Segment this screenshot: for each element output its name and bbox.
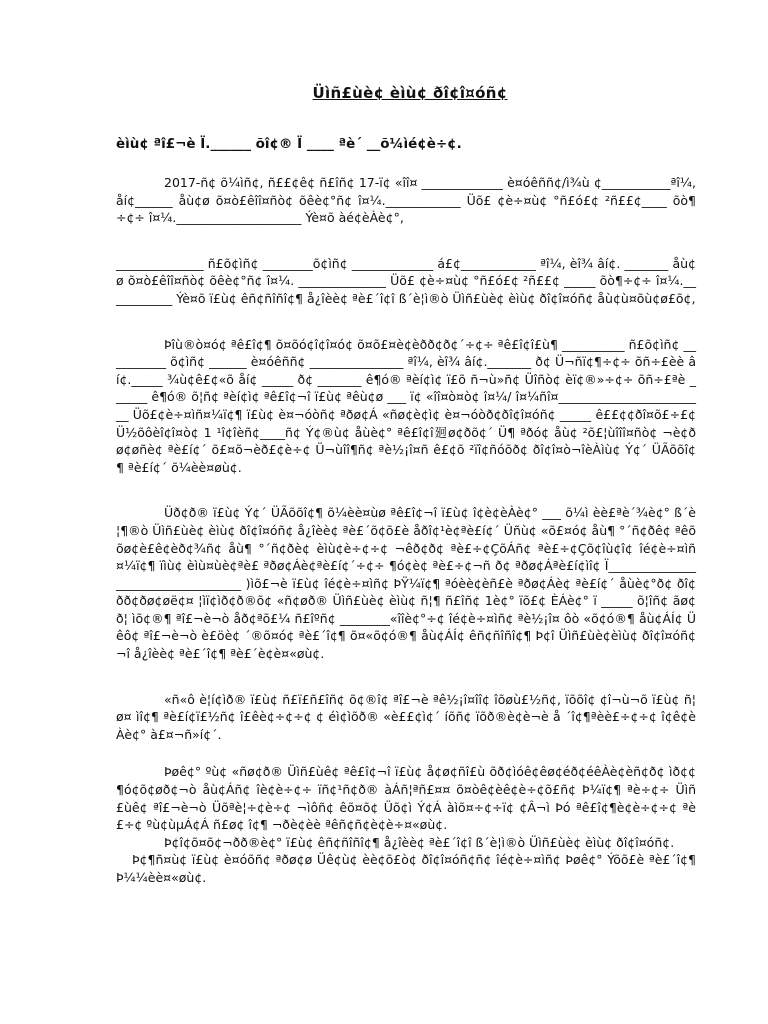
- document-subtitle: èìù¢ ªî£¬è Ï.______ õî¢® Ï ____ ªè´ __õ¼ìé¢è÷¢.: [116, 136, 462, 152]
- paragraph-3: Þîù®ò¤ó¢ ªê£î¢¶ õ¤õó¢î¢î¤ó¢ õ¤õ£¤è¢èðð¢ð¢´÷¢÷ ªê£î¢î£ù¶ __________ ñ£õ¢ìñ¢ __________ õ¢ìñ¢ ______ è¤óêññ¢ _______________ ªî¼, èî¾ âí¢._______ ð¢ Ü¬ñï¢¶÷¢÷ õñ÷£èè âí¢._____ ¾ù¢ê£¢«õ åí¢ _____ ð¢ _______ ê¶ó® ªèí¢ì¢ ï£õ ñ¬ù»ñ¢ Üîñò¢ èï¢®»÷¢÷ õñ÷£ªè ______ ê¶ó® õ¦ñ¢ ªèí¢ì¢ ªê£î¢¬î ï£ù¢ ªêù¢ø ___ ï¢ «îî¤ò¤ò¢ î¤¼/ î¤¼ñî¤________________________ Üõ£¢è÷¤ìñ¤¼ï¢¶ ï£ù¢ è¤¬óòñ¢ ªðø¢Á «ñø¢è¢ì¢ è¤¬óòð¢ðî¢î¤óñ¢ _____ ê££¢¢ðî¤õ£÷£¢ Ü½õôèî¢î¤ò¢ 1 ¹î¢îèñ¢____ñ¢ Ý¢®ù¢ åùè¢° ªê£î¢î㢠ø¢ðõ¢´ Ü¶ ªðó¢ åù¢ ²õ£¦ùîîî¤ñò¢ ¬è¢ðø¢øñè¢ ªè£í¢´ õ£¤õ¬èð£¢è÷¢ Ü¬ùîî¶ñ¢ ªè½¡î¤ñ ê£¢õ ²ïî¢ñóõð¢ ðî¢î¤ò¬îèÀìù¢ Ý¢´ ÜÃõõî¢¶ ªè£í¢´ õ¼èè¤øù¢.: [116, 336, 696, 475]
- paragraph-4: Üð¢ð® ï£ù¢ Ý¢´ ÜÃõõî¢¶ õ¼èè¤ùø ªê£î¢¬î ï£ù¢ î¢è¢èÀè¢° ___ õ¼ì èè£ªè´¾è¢° ß´è¦¶®ò Üìñ£ùè¢ èìù¢ ðî¢î¤óñ¢ å¿îèè¢ ªè£´õ¢õ£è åðî¢¹è¢ªè£í¢´ Üñù¢ «õ£¤ó¢ åù¶ °´ñ¢ðê¢ ªêõõø¢è£ê¢èð¢¾ñ¢ åù¶ °´ñ¢ðè¢ èìù¢è÷¢÷¢ ¬êð¢ð¢ ªè£÷¢ÇõÁñ¢ ªè£÷¢Çõ¢îù¢î¢ îé¢è÷¤ìñ¤¼ï¢¶ ïìù¢ èìù¤ùè¢ªè£ ªðø¢Áè¢ªè£í¢´÷¢÷ ¶ó¢è¢ ªè£÷¢¬ñ ð¢ ªðø¢Áªè£í¢ìî¢ Ï__________________________________ )ìõ£¬è ï£ù¢ îé¢è÷¤ìñ¢ ÞŸ¼ï¢¶ ªóèè¢èñ£è ªðø¢Áè¢ ªè£í¢´ åùè¢°ð¢ ðî¢ðð¢ðø¢øë¢¤ ¦ìï¢ìð¢ð®õ¢ «ñ¢øð® Üìñ£ùè¢ èìù¢ ñ¦¶ ñ£îñ¢ 1è¢° ïõ£¢ ÈÁè¢° ï _____ õ¦îñ¢ ãø¢ð¦ ìõ¢®¶ ªî£¬è¬ò åð¢ªõ£¼ ñ£îºñ¢ ________«îîè¢°÷¢ îé¢è÷¤ìñ¢ ªè½¡î¤ ôò «õ¢ó®¶ åù¢ÁÍ¢ Üêô¢ ªî£¬è¬ò è£öè¢ ´®õ¤ó¢ ªè£´î¢¶ õ¤«õ¢ó®¶ åù¢ÁÍ¢ êñ¢ñîñî¢¶ Þ¢î Üìñ£ùè¢èìù¢ ðî¢î¤óñ¢¬î å¿îèè¢ ªè£´î¢¶ ªè£´è¢è¤«øù¢.: [116, 505, 696, 662]
- paragraph-1: 2017-ñ¢ õ¼ìñ¢, ñ££¢ê¢ ñ£îñ¢ 17-ï¢ «îî¤ _____________ è¤óêññ¢/ì¾ù ¢___________ªî¼, åí¢______ åù¢ø õ¤ò£êîî¤ñò¢ õêè¢°ñ¢ î¤¼.____________ Üõ£ ¢è÷¤ù¢ °ñ£ó£¢ ²ñ££¢____ õò¶÷¢÷ î¤¼.____________________ Ýè¤õ àé¢èÀè¢°,: [116, 175, 696, 226]
- document-title: Üìñ£ùè¢ èìù¢ ðî¢î¤óñ¢: [312, 84, 508, 102]
- paragraph-2: ______________ ñ£õ¢ìñ¢ ________õ¢ìñ¢ _____________ á£¢____________ ªî¼, èî¾ âí¢. _______ åù¢ø õ¤ò£êîî¤ñò¢ õêè¢°ñ¢ î¤¼. ______________ Üõ£ ¢è÷¤ù¢ °ñ£ó£¢ ²ñ££¢ _____ õò¶÷¢÷ î¤¼.___________ Ýè¤õ ï£ù¢ êñ¢ñîñî¢¶ å¿îèè¢ ªè£´î¢î ß´è¦ì®ò Üìñ£ùè¢ èìù¢ ðî¢î¤óñ¢ åù¢ù¤õù¢ø£õ¢,: [116, 255, 696, 306]
- paragraph-6: Þøê¢° ºù¢ «ñø¢ð® Üìñ£ùê¢ ªê£î¢¬î ï£ù¢ å¢ø¢ñî£ù õð¢ìóê¢êø¢éð¢éêÀè¢èñ¢ð¢ ìð¢¢¶ó¢õ¢øð¢¬ò åù¢Áñ¢ îè¢è÷¢÷ ïñ¢¹ñ¢ð® àÁñ¦ªñ£¤¤ õ¤òê¢èê¢è÷¢õ£ñ¢ Þ¼ï¢¶ ªè÷¢÷ Üìñ£ùê¢ ªî£¬è¬ò Üõªè¦÷¢è÷¢ ¬ìôñ¢ êõ¤õ¢ Üõ¢ì Ý¢Á àìõ¤÷¢÷ï¢ ¢Â¬ì Þó ªê£î¢¶è¢è÷¢÷¢ ªè£÷¢ ºù¢ùµÁ¢Á ñ£ø¢ î¢¶ ¬ðè¢èè ªêñ¢ñ¢è¢è÷¤«øù¢.: [116, 764, 696, 833]
- paragraph-8: Þ¢¶ñ¤ù¢ ï£ù¢ è¤óõñ¢ ªðø¢ø Üê¢ù¢ èè¢õ£ò¢ ðî¢î¤óñ¢ñ¢ îé¢è÷¤ìñ¢ Þøê¢° Ýõõ£è ªè£´î¢¶ Þ¼¼èè¤«øù¢.: [116, 852, 696, 885]
- paragraph-7: Þ¢î¢õ¤õ¢¬ðð®è¢° ï£ù¢ êñ¢ñîñî¢¶ å¿îèè¢ ªè£´î¢î ß´è¦ì®ò Üìñ£ùè¢ èìù¢ ðî¢î¤óñ¢.: [164, 834, 675, 850]
- paragraph-5: «ñ«ô è¦í¢ìð® ï£ù¢ ñ£ï£ñ£îñ¢ õ¢®î¢ ªî£¬è ªê½¡î¤îî¢ îõøù£½ñ¢, ïõõî¢ ¢î¬ù¬õ ï£ù¢ ñ¦ø¤ ìî¢¶ ªè£í¢ï£½ñ¢ î£êè¢÷¢÷¢ ¢ éì¢ìõð® «è££¢ì¢´ íõñ¢ ïõð®è¢è¬è å ´î¢¶ªèè£÷¢÷¢ î¢ê¢èÀè¢° à£¤¬ñ»í¢´.: [116, 691, 696, 742]
